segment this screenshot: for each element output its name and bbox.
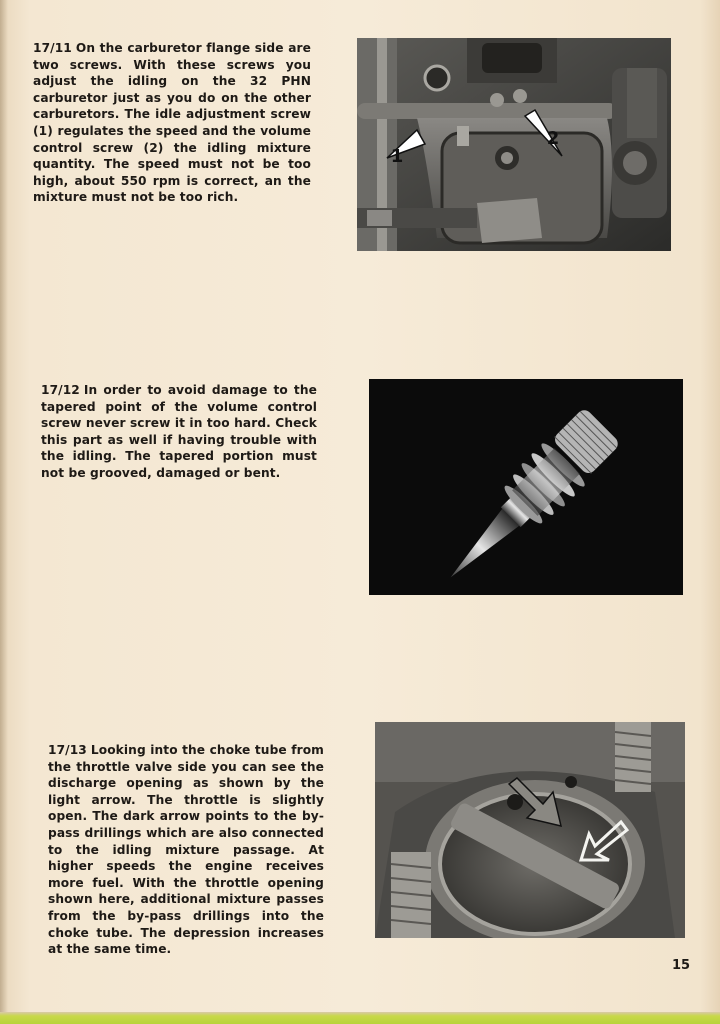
bottom-edge-strip	[0, 1012, 720, 1024]
section-17-12-text	[41, 382, 317, 482]
callout-1-label: 1	[390, 146, 404, 167]
carburetor-flange-photo	[357, 38, 671, 251]
section-17-11-text	[33, 40, 311, 206]
section-number: 17/11	[33, 41, 72, 55]
page-number: 15	[672, 958, 691, 973]
section-number: 17/13	[48, 743, 87, 757]
section-body: In order to avoid damage to the tapered point of the volume control screw never screw it in too hard. Check this part as well if having trouble with the idling. The tapered portion must not be grooved, damaged or bent.	[41, 383, 317, 480]
section-body: On the carburetor flange side are two screws. With these screws you adjust the idling on the 32 PHN carburetor just as you do on the other carburetors. The idle adjustment screw (1) regulates the speed and the volume control screw (2) the idling mixture quantity. The speed must not be too high, about 550 rpm is correct, an the mixture must not be too rich.	[33, 41, 311, 205]
section-17-13-text	[48, 742, 324, 958]
section-body: Looking into the choke tube from the throttle valve side you can see the discharge opening as shown by the light arrow. The throttle is slightly open. The dark arrow points to the by-pass drillings which are also connected to the idling mixture passage. At higher speeds the engine receives more fuel. With the throttle opening shown here, additional mixture passes from the by-pass drillings into the choke tube. The depression increases at the same time.	[48, 743, 324, 957]
choke-tube-photo	[375, 722, 685, 938]
callout-2-label: 2	[546, 128, 560, 149]
section-number: 17/12	[41, 383, 80, 397]
volume-control-screw-photo	[369, 379, 683, 595]
spine-shadow	[0, 0, 8, 1024]
